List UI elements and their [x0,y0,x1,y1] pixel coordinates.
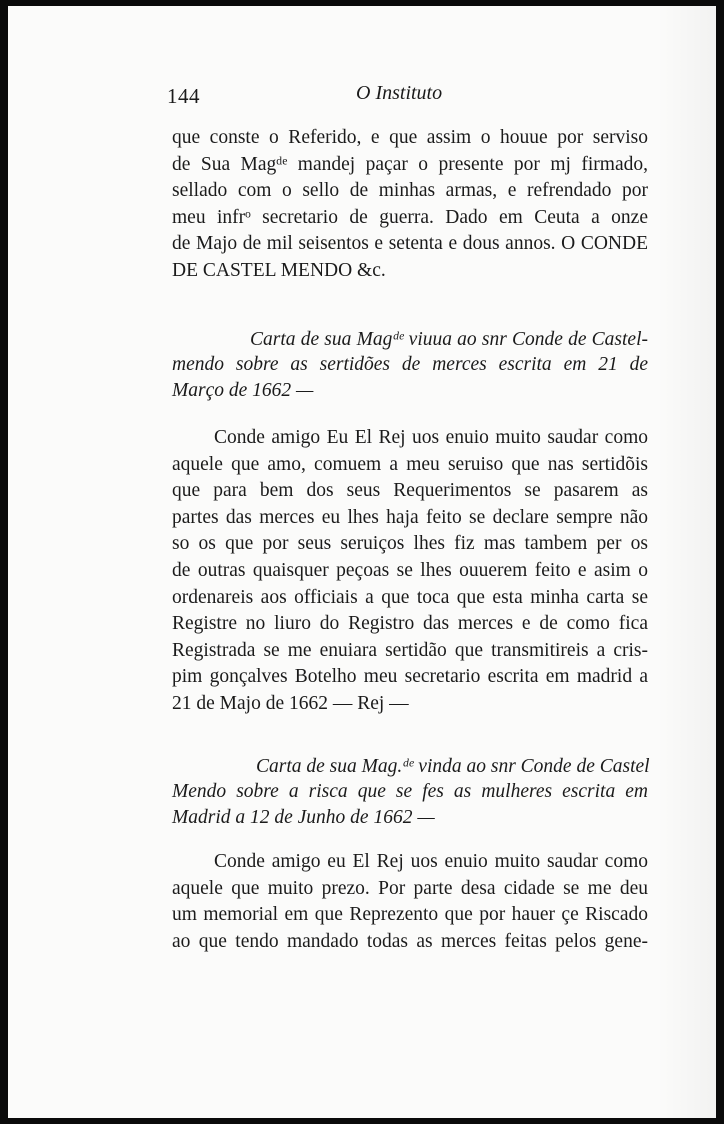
text-line: que conste o Referido, e que assim o houue por serviso [172,127,648,148]
text-line: de Sua Magᵈᵉ mandej paçar o presente por mj firmado, [172,153,648,175]
letter-heading-1 [172,327,648,403]
text-line: de Majo de mil seisentos e setenta e dous annos. O CONDE [172,233,648,255]
running-title: O Instituto [356,82,443,104]
text-line: Registre no liuro do Registro das merces e de como fica [172,613,648,635]
text-line: partes das merces eu lhes haja feito se declare sempre não [172,506,648,528]
heading-line: Madrid a 12 de Junho de 1662 — [172,806,435,828]
page-header [8,80,716,110]
paragraph-2 [172,425,648,718]
letter-heading-2 [172,754,648,830]
page-number: 144 [167,84,200,108]
text-line: ao que tendo mandado todas as merces feitas pelos gene- [172,930,648,952]
text-line: 21 de Majo de 1662 — Rej — [172,692,409,714]
text-line: sellado com o sello de minhas armas, e refrendado por [172,180,648,202]
book-page [8,6,716,1118]
heading-line: Carta de sua Magᵈᵉ viuua ao snr Conde de Castel- [250,329,648,350]
text-line: ordenareis aos officiais a que toca que esta minha carta se [172,586,648,608]
paragraph-1 [172,125,648,285]
text-line: meu infrᵒ secretario de guerra. Dado em Ceuta a onze [172,206,648,228]
text-line: aquele que amo, comuem a meu seruiso que nas sertidõis [172,453,648,475]
text-line: pim gonçalves Botelho meu secretario escrita em madrid a [172,666,648,688]
heading-line: Carta de sua Mag.ᵈᵉ vinda ao snr Conde de Castel [256,756,650,777]
text-line: Conde amigo Eu El Rej uos enuio muito saudar como [214,427,648,448]
text-line: de outras quaisquer peçoas se lhes ouuerem feito e asim o [172,559,648,581]
heading-line: Mendo sobre a risca que se fes as mulheres escrita em [172,781,648,803]
page-edge-shading [656,6,716,1118]
heading-line: Março de 1662 — [172,379,314,401]
text-line: aquele que muito prezo. Por parte desa cidade se me deu [172,877,648,899]
paragraph-3 [172,849,648,955]
text-line: Registrada se me enuiara sertidão que transmitireis a cris- [172,639,648,661]
text-line: que para bem dos seus Requerimentos se pasarem as [172,480,648,502]
text-line: um memorial em que Reprezento que por hauer çe Riscado [172,904,648,926]
text-line: Conde amigo eu El Rej uos enuio muito saudar como [214,851,648,872]
text-line: DE CASTEL MENDO &c. [172,259,386,281]
text-line: so os que por seus seruiços lhes fiz mas tambem per os [172,533,648,555]
heading-line: mendo sobre as sertidões de merces escrita em 21 de [172,354,648,376]
